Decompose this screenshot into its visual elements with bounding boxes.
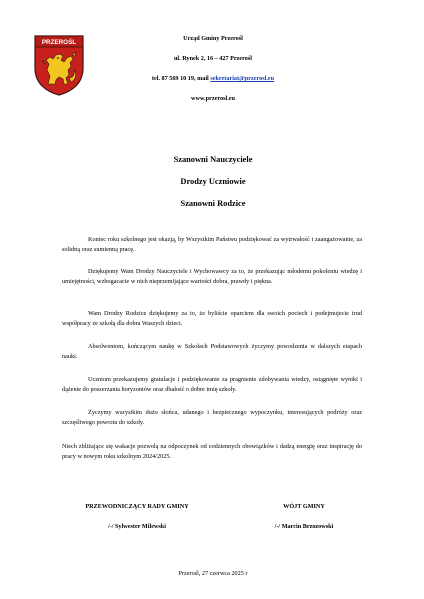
paragraph: Wam Drodzy Rodzice dziękujemy za to, że byliście oparciem dla swoich pociech i podejmujecie trud współpracy ze szkołą dla dobra Waszych dzieci. xyxy=(62,310,362,327)
salutation-students: Drodzy Uczniowie xyxy=(180,177,246,186)
paragraph: Niech zbliżające się wakacje pozwolą na odpoczynek od codziennych obowiązków i dadzą energię oraz inspirację do pracy w nowym roku szkolnym 2024/2025. xyxy=(62,443,362,460)
email-link[interactable]: sekretariat@przerosl.eu xyxy=(210,75,275,82)
salutation-teachers: Szanowni Nauczyciele xyxy=(173,155,253,164)
signature-right-title: WÓJT GMINY xyxy=(283,503,325,510)
lion-crest-icon xyxy=(33,34,85,96)
paragraph: Dziękujemy Wam Drodzy Nauczyciele i Wychowawcy za to, że przekazując młodemu pokoleniu wiedzę i umiejętności, wzbogacacie w nich nieprzemijające wartości dobra, prawdy i piękna. xyxy=(62,268,362,285)
office-name: Urząd Gminy Przerośl xyxy=(183,35,243,42)
paragraph: Absolwentom, kończącym naukę w Szkołach Podstawowych życzymy powodzenia w dalszych etapach nauki. xyxy=(62,343,362,360)
contact-phone: tel. 87 569 10 19, mail xyxy=(151,75,211,82)
office-contact xyxy=(120,75,306,83)
crest-label: PRZEROŚL xyxy=(41,39,77,47)
salutation-parents: Szanowni Rodzice xyxy=(180,199,246,208)
signature-left-name: /-/ Sylwester Milewski xyxy=(108,523,166,530)
paragraph: Koniec roku szkolnego jest okazją, by Wszystkim Państwu podziękować za wytrwałość i zaangażowanie, za solidną oraz sumienną pracę. xyxy=(62,236,362,253)
office-address: ul. Rynek 2, 16 – 427 Przerośl xyxy=(173,55,253,62)
paragraph: Życzymy wszystkim dużo słońca, udanego i bezpiecznego wypoczynku, interesujących podróży oraz szczęśliwego powrotu do szkoły. xyxy=(62,409,362,426)
signature-right-name: /-/ Marcin Brzozowski xyxy=(274,523,334,530)
paragraph: Uczniom przekazujemy gratulacje i podziękowanie za pragnienie zdobywania wiedzy, osiągnięte wyniki i dążenie do poszerzania horyzontów oraz dbałość o dobre imię szkoły. xyxy=(62,376,362,393)
place-date: Przerośl, 27 czerwca 2025 r xyxy=(178,570,248,577)
website[interactable]: www.przerosl.eu xyxy=(191,95,235,102)
signature-left-title: PRZEWODNICZĄCY RADY GMINY xyxy=(85,503,189,510)
